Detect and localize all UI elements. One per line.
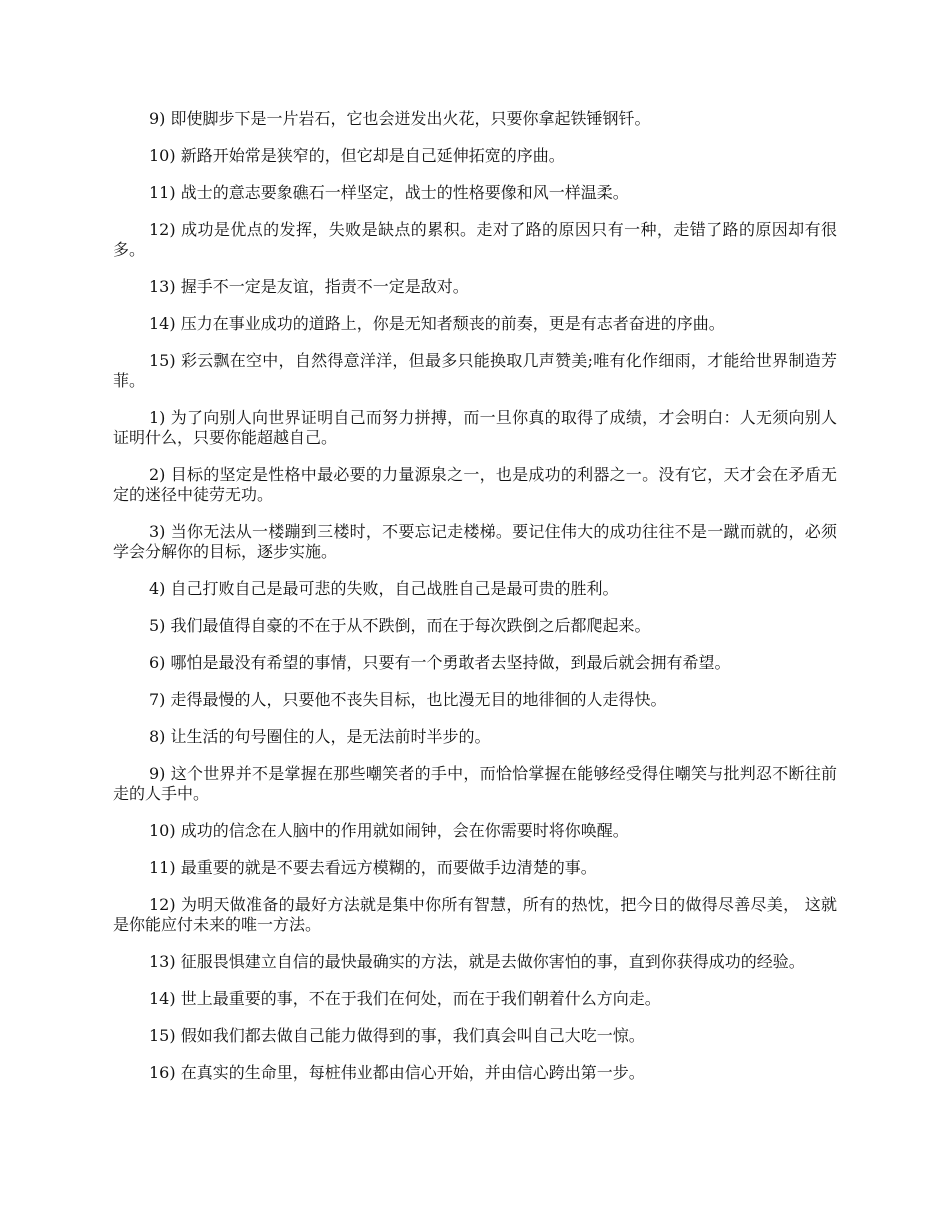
quote-paragraph: 6) 哪怕是最没有希望的事情，只要有一个勇敢者去坚持做，到最后就会拥有希望。 xyxy=(149,653,731,672)
quote-paragraph: 9) 这个世界并不是掌握在那些嘲笑者的手中，而恰恰掌握在能够经受得住嘲笑与批判忍不断往前走的人手中。 xyxy=(113,764,837,803)
quote-paragraph: 9) 即使脚步下是一片岩石，它也会迸发出火花，只要你拿起铁锤钢钎。 xyxy=(149,109,651,128)
quote-paragraph: 7) 走得最慢的人，只要他不丧失目标，也比漫无目的地徘徊的人走得快。 xyxy=(149,690,667,709)
quote-paragraph: 16) 在真实的生命里，每桩伟业都由信心开始，并由信心跨出第一步。 xyxy=(149,1063,645,1082)
quote-paragraph: 10) 成功的信念在人脑中的作用就如闹钟，会在你需要时将你唤醒。 xyxy=(149,821,629,840)
quote-paragraph: 12) 为明天做准备的最好方法就是集中你所有智慧，所有的热忱，把今日的做得尽善尽美， 这就是你能应付未来的唯一方法。 xyxy=(113,895,837,934)
quote-paragraph: 15) 假如我们都去做自己能力做得到的事，我们真会叫自己大吃一惊。 xyxy=(149,1026,645,1045)
quote-paragraph: 14) 世上最重要的事，不在于我们在何处，而在于我们朝着什么方向走。 xyxy=(149,989,661,1008)
quote-paragraph: 5) 我们最值得自豪的不在于从不跌倒，而在于每次跌倒之后都爬起来。 xyxy=(149,616,651,635)
quote-paragraph: 8) 让生活的句号圈住的人，是无法前时半步的。 xyxy=(149,727,491,746)
quote-paragraph: 4) 自己打败自己是最可悲的失败，自己战胜自己是最可贵的胜利。 xyxy=(149,579,619,598)
quote-paragraph: 11) 最重要的就是不要去看远方模糊的，而要做手边清楚的事。 xyxy=(149,858,597,877)
quote-paragraph: 14) 压力在事业成功的道路上，你是无知者颓丧的前奏，更是有志者奋进的序曲。 xyxy=(149,314,725,333)
quote-paragraph: 12) 成功是优点的发挥，失败是缺点的累积。走对了路的原因只有一种，走错了路的原因却有很多。 xyxy=(113,220,837,259)
quote-paragraph: 11) 战士的意志要象礁石一样坚定，战士的性格要像和风一样温柔。 xyxy=(149,183,629,202)
quote-paragraph: 13) 握手不一定是友谊，指责不一定是敌对。 xyxy=(149,277,469,296)
quote-paragraph: 2) 目标的坚定是性格中最必要的力量源泉之一，也是成功的利器之一。没有它，天才会在矛盾无定的迷径中徒劳无功。 xyxy=(113,465,837,504)
quote-paragraph: 10) 新路开始常是狭窄的，但它却是自己延伸拓宽的序曲。 xyxy=(149,146,565,165)
quote-paragraph: 13) 征服畏惧建立自信的最快最确实的方法，就是去做你害怕的事，直到你获得成功的经验。 xyxy=(149,952,805,971)
quote-paragraph: 3) 当你无法从一楼蹦到三楼时，不要忘记走楼梯。要记住伟大的成功往往不是一蹴而就的，必须学会分解你的目标，逐步实施。 xyxy=(113,522,837,561)
document-body xyxy=(113,109,837,1100)
quote-paragraph: 15) 彩云飘在空中，自然得意洋洋，但最多只能换取几声赞美;唯有化作细雨，才能给世界制造芳菲。 xyxy=(113,351,837,390)
quote-paragraph: 1) 为了向别人向世界证明自己而努力拼搏，而一旦你真的取得了成绩，才会明白：人无须向别人证明什么，只要你能超越自己。 xyxy=(113,408,837,447)
